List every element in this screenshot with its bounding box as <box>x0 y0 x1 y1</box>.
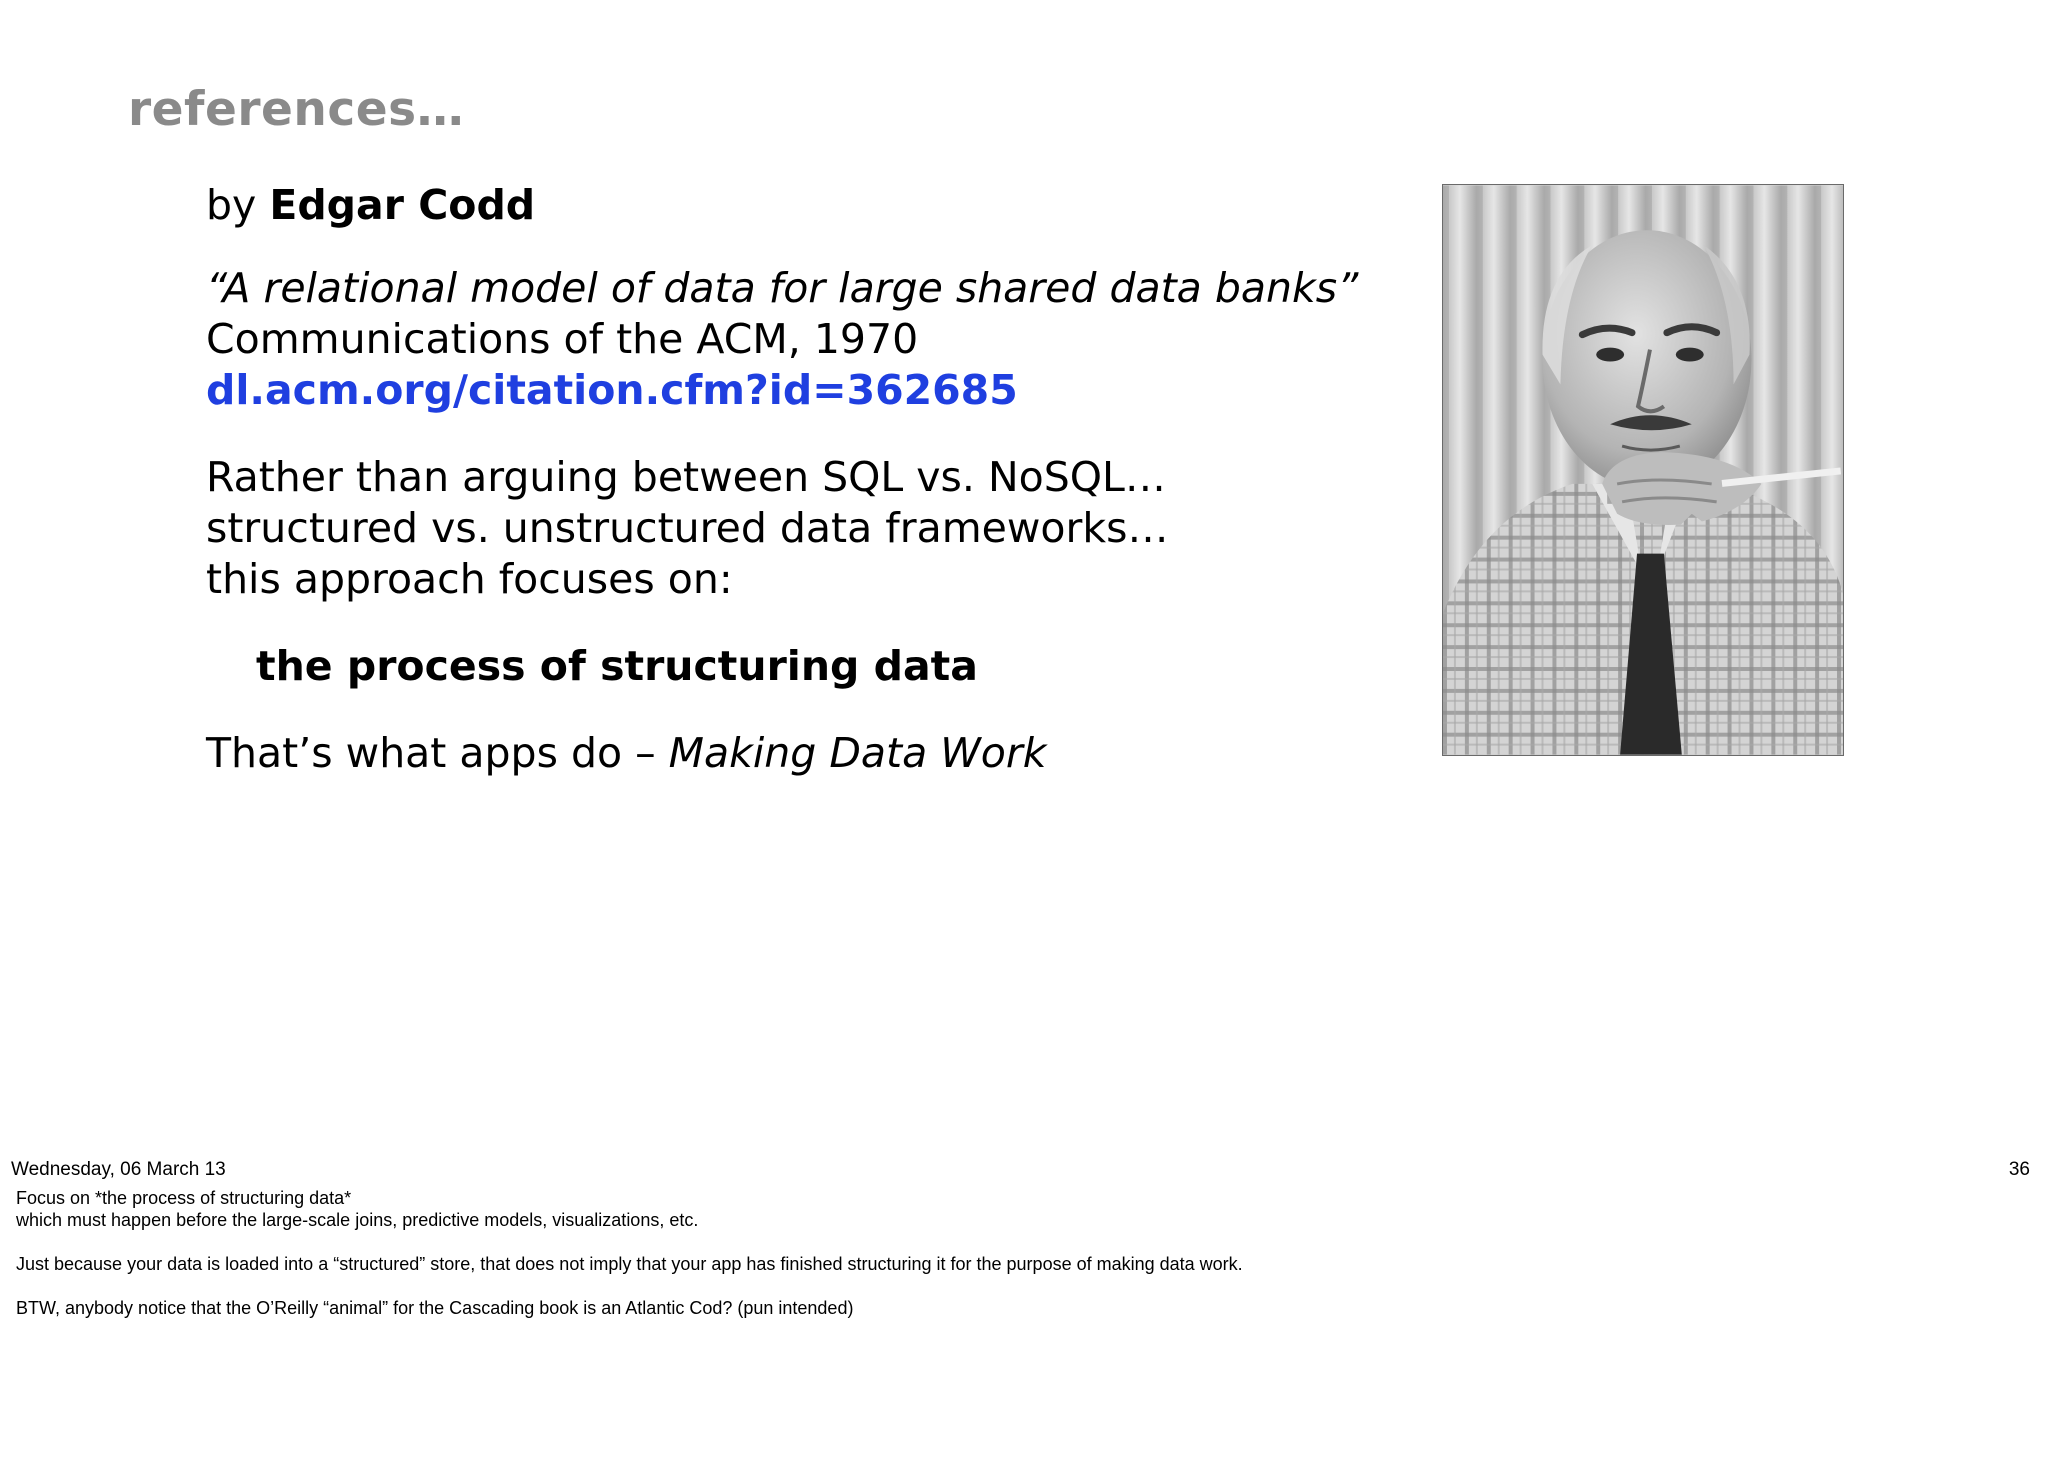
notes-paragraph: Just because your data is loaded into a “structured” store, that does not imply that your app has finished structuring it for the purpose of making data work. <box>16 1254 1243 1274</box>
author-name: Edgar Codd <box>269 181 536 229</box>
footer-date: Wednesday, 06 March 13 <box>11 1159 226 1180</box>
journal-reference: Communications of the ACM, 1970 <box>206 315 919 363</box>
slide-content <box>206 180 1386 779</box>
notes-line: Focus on *the process of structuring data* <box>16 1188 352 1208</box>
byline-prefix: by <box>206 181 270 229</box>
book-title: Making Data Work <box>668 729 1047 777</box>
notes-line: which must happen before the large-scale joins, predictive models, visualizations, etc. <box>16 1210 699 1230</box>
portrait-illustration <box>1443 185 1843 755</box>
argument-line: Rather than arguing between SQL vs. NoSQL… <box>206 453 1166 501</box>
speaker-notes <box>16 1187 1516 1341</box>
closing-line <box>206 728 1386 779</box>
closing-prefix: That’s what apps do – <box>206 729 669 777</box>
citation-link[interactable]: dl.acm.org/citation.cfm?id=362685 <box>206 366 1018 414</box>
citation <box>206 263 1386 416</box>
argument-line: this approach focuses on: <box>206 555 733 603</box>
slide-title: references… <box>128 82 465 137</box>
byline <box>206 180 1386 231</box>
emphasis-statement: the process of structuring data <box>256 642 978 690</box>
argument-line: structured vs. unstructured data frameworks… <box>206 504 1169 552</box>
paper-title: “A relational model of data for large shared data banks” <box>206 264 1359 312</box>
page-number: 36 <box>2008 1159 2030 1180</box>
notes-paragraph: BTW, anybody notice that the O’Reilly “animal” for the Cascading book is an Atlantic Cod? (pun intended) <box>16 1298 854 1318</box>
author-portrait <box>1442 184 1844 756</box>
notes-paragraph <box>16 1187 1516 1231</box>
argument-paragraph <box>206 452 1386 605</box>
